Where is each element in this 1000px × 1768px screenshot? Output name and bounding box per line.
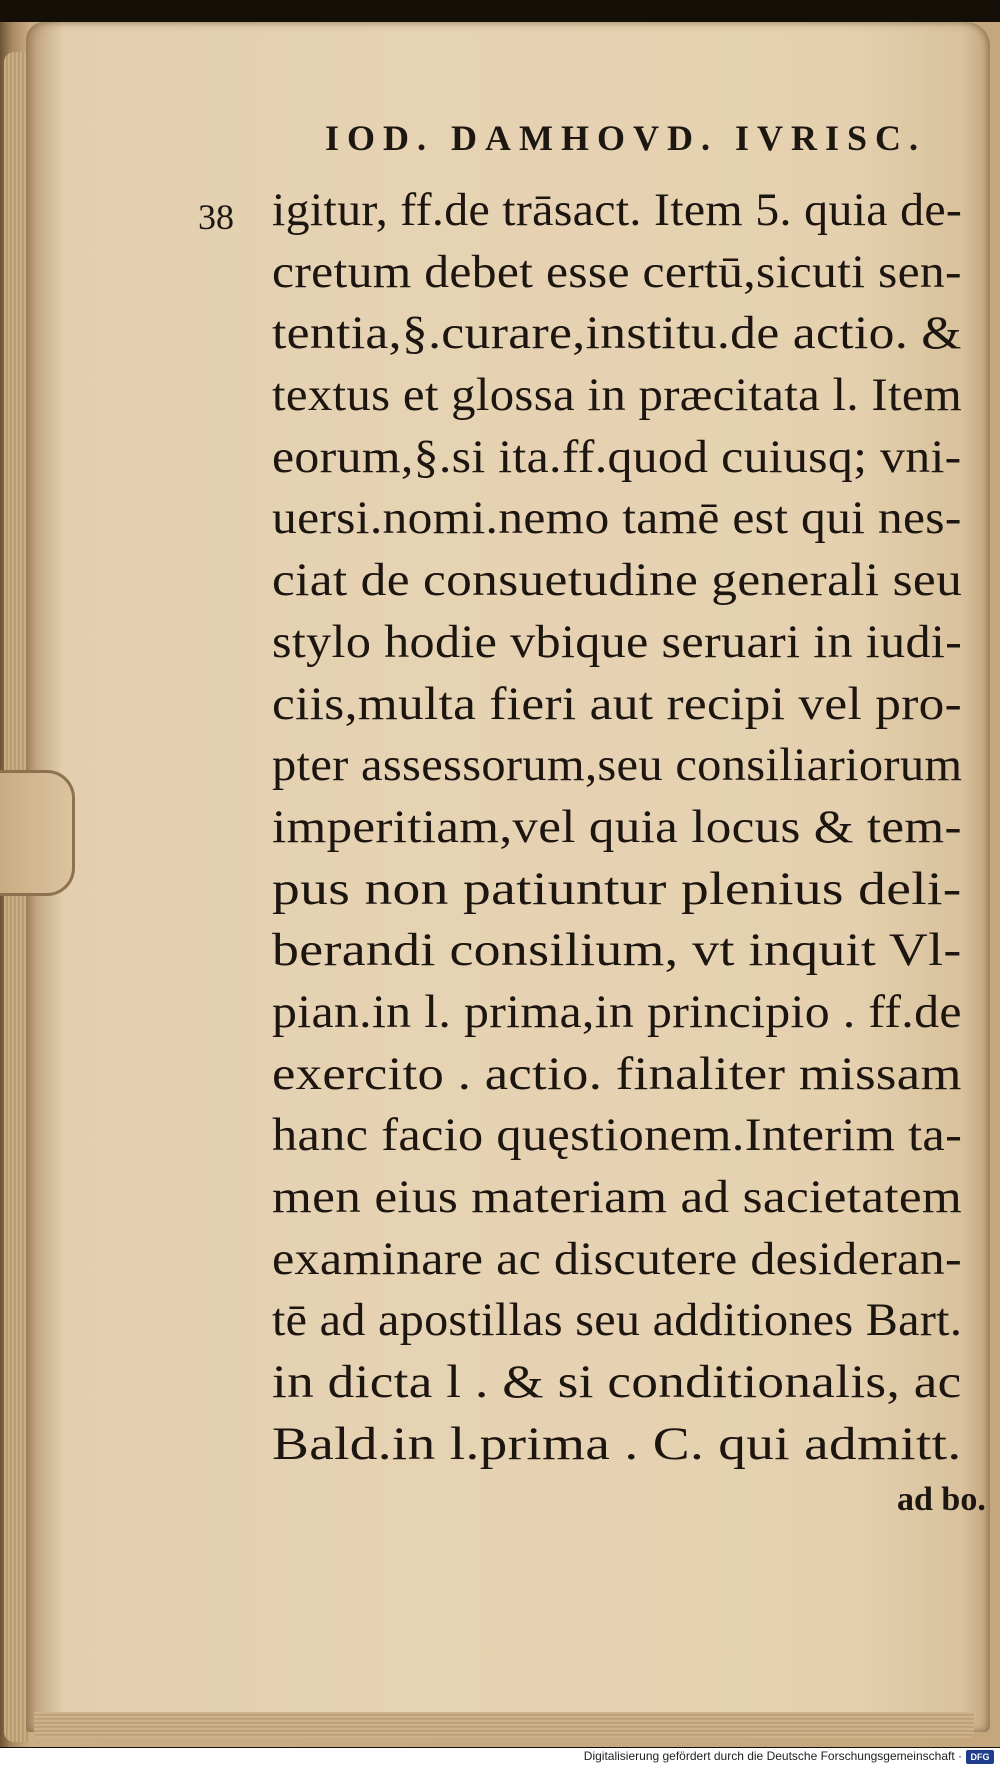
catchword: ad bo.	[897, 1481, 986, 1518]
text-line: igitur, ff.de trāsact. Item 5. quia de-	[272, 184, 963, 236]
text-line: eorum,§.si ita.ff.quod cuiusq; vni-	[272, 430, 962, 483]
text-line: imperitiam,vel quia locus & tem-	[272, 800, 962, 853]
text-line: stylo hodie vbique seruari in iudi-	[272, 615, 963, 668]
bookmark-tab	[0, 770, 75, 896]
digitization-credit: Digitalisierung gefördert durch die Deutsche Forschungsgemeinschaft ·	[583, 1749, 962, 1763]
running-head: IOD. DAMHOVD. IVRISC.	[325, 118, 927, 158]
text-line: textus et glossa in præcitata l. Item	[272, 369, 963, 422]
text-line: pus non patiuntur plenius deli-	[272, 862, 962, 915]
text-line: cretum debet esse certū,sicuti sen-	[272, 245, 962, 298]
text-line: uersi.nomi.nemo tamē est qui nes-	[272, 492, 962, 545]
text-line: examinare ac discutere desideran-	[272, 1232, 962, 1285]
text-line: tentia,§.curare,institu.de actio. &	[272, 307, 962, 360]
text-line: in dicta l . & si conditionalis, ac	[272, 1356, 962, 1409]
text-line: berandi consilium, vt inquit Vl-	[272, 924, 962, 977]
text-line: tē ad apostillas seu additiones Bart.	[272, 1294, 963, 1347]
text-line: men eius materiam ad sacietatem	[272, 1171, 963, 1223]
text-line: ciis,multa fieri aut recipi vel pro-	[272, 677, 963, 730]
page-stack-bottom-edge	[34, 1712, 974, 1738]
text-line: hanc facio quęstionem.Interim ta-	[272, 1109, 963, 1162]
page-stack-left-edge	[4, 52, 28, 1742]
text-line: Bald.in l.prima . C. qui admitt.	[272, 1417, 962, 1470]
text-line: pian.in l. prima,in principio . ff.de	[272, 985, 962, 1038]
text-line: exercito . actio. finaliter missam	[272, 1047, 962, 1100]
text-line: ciat de consuetudine generali seu	[272, 554, 963, 607]
dfg-logo-icon: DFG	[966, 1750, 994, 1764]
text-line: pter assessorum,seu consiliariorum	[272, 739, 963, 792]
page-number: 38	[198, 197, 234, 237]
body-text	[272, 180, 992, 1475]
